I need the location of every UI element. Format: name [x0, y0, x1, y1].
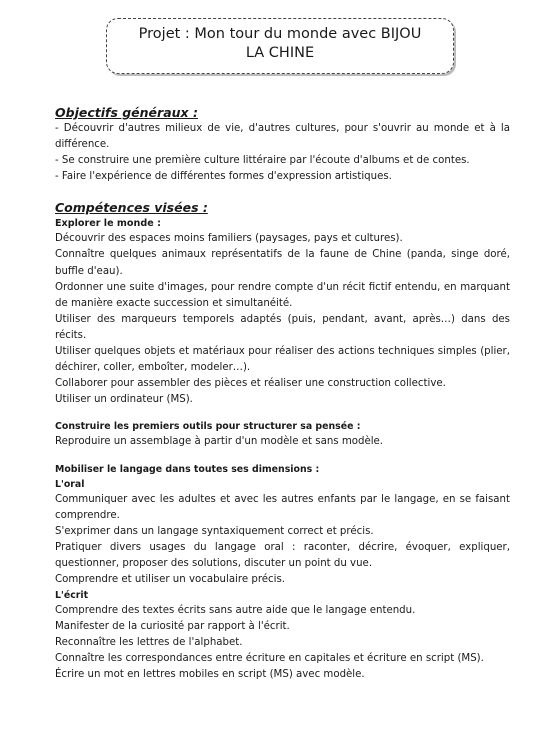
langage-heading: Mobiliser le langage dans toutes ses dimensions :: [55, 463, 320, 475]
explorer-item: Utiliser un ordinateur (MS).: [55, 394, 193, 406]
ecrit-item: Reconnaître les lettres de l'alphabet.: [55, 637, 243, 649]
explorer-item: Utiliser quelques objets et matériaux pour réaliser des actions techniques simples (plier, déchirer, coller, emboîter, modeler…).: [55, 346, 510, 374]
project-title: Projet : Mon tour du monde avec BIJOU: [138, 26, 422, 42]
explorer-item: Utiliser des marqueurs temporels adaptés (puis, pendant, avant, après…) dans des récits.: [55, 313, 510, 341]
oral-item: S'exprimer dans un langage syntaxiquement correct et précis.: [55, 525, 374, 537]
explorer-item: Connaître quelques animaux représentatifs de la faune de Chine (panda, singe doré, buffle d'eau).: [55, 249, 510, 277]
outils-item: Reproduire un assemblage à partir d'un modèle et sans modèle.: [55, 436, 384, 448]
oral-item: Communiquer avec les adultes et avec les autres enfants par le langage, en se faisant comprendre.: [55, 493, 510, 521]
project-subtitle: LA CHINE: [245, 45, 315, 61]
explorer-item: Collaborer pour assembler des pièces et réaliser une construction collective.: [55, 378, 446, 390]
oral-item: Pratiquer divers usages du langage oral : raconter, décrire, évoquer, expliquer, questionner, proposer des solutions, discuter un point du vue.: [55, 541, 510, 569]
oral-heading: L'oral: [55, 478, 85, 490]
project-title-box: [106, 18, 454, 74]
document-body: [55, 104, 510, 684]
objectifs-heading: Objectifs généraux :: [55, 105, 198, 120]
objectif-item: - Se construire une première culture littéraire par l'écoute d'albums et de contes.: [55, 155, 470, 167]
ecrit-item: Connaître les correspondances entre écriture en capitales et écriture en script (MS).: [55, 653, 484, 665]
ecrit-item: Comprendre des textes écrits sans autre aide que le langage entendu.: [55, 605, 416, 617]
explorer-item: Ordonner une suite d'images, pour rendre compte d'un récit fictif entendu, en marquant de manière exacte succession et simultanéité.: [55, 281, 510, 309]
oral-item: Comprendre et utiliser un vocabulaire précis.: [55, 573, 286, 585]
competences-heading: Compétences visées :: [55, 200, 208, 216]
explorer-item: Découvrir des espaces moins familiers (paysages, pays et cultures).: [55, 233, 403, 245]
ecrit-heading: L'écrit: [55, 590, 89, 602]
ecrit-item: Manifester de la curiosité par rapport à l'écrit.: [55, 621, 290, 633]
objectif-item: - Faire l'expérience de différentes formes d'expression artistiques.: [55, 171, 392, 183]
objectif-item: - Découvrir d'autres milieux de vie, d'autres cultures, pour s'ouvrir au monde et à la différence.: [55, 123, 510, 151]
explorer-heading: Explorer le monde :: [55, 218, 161, 230]
ecrit-item: Écrire un mot en lettres mobiles en script (MS) avec modèle.: [55, 669, 365, 681]
outils-heading: Construire les premiers outils pour structurer sa pensée :: [55, 421, 361, 433]
